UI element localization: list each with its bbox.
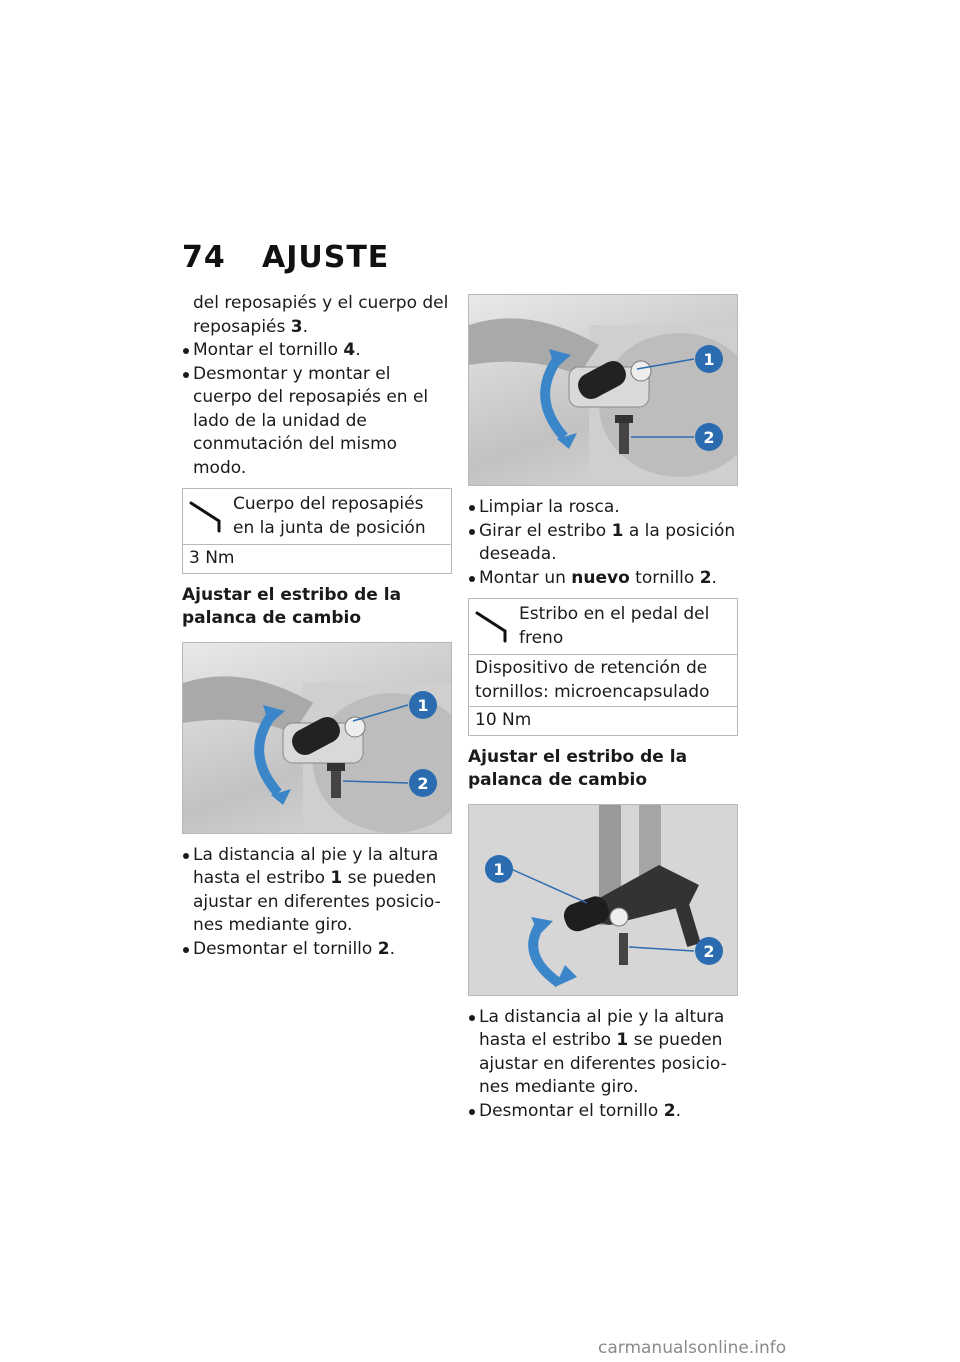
section-heading: Ajustar el estribo de la palanca de cambio	[182, 584, 402, 628]
section-title: AJUSTE	[262, 240, 390, 275]
callout-2: 2	[417, 773, 429, 793]
spec-header	[469, 599, 737, 655]
footrest-illustration	[469, 295, 737, 485]
footrest-illustration	[183, 643, 451, 833]
footrest-figure	[468, 294, 738, 486]
torque-spec-box	[468, 598, 738, 736]
watermark: carmanualsonline.info	[598, 1338, 787, 1358]
list-item: Desmontar el tornillo 2.	[182, 938, 452, 962]
section-heading: Ajustar el estribo de la palanca de cambio	[468, 746, 688, 790]
spec-retention: Dispositivo de retención de tornillos: microencapsulado	[469, 655, 737, 707]
page-header	[182, 240, 389, 275]
spec-value: 10 Nm	[475, 710, 532, 730]
shift-lever-figure	[182, 642, 452, 834]
callout-2: 2	[703, 428, 715, 447]
torque-spec-box	[182, 488, 452, 574]
shift-lever-figure	[468, 804, 738, 996]
callout-1: 1	[417, 695, 429, 715]
list-item: La distancia al pie y la altura hasta el estribo 1 se pueden ajustar en diferentes posicio-nes mediante giro.	[468, 1006, 738, 1100]
intro-text: del reposapiés y el cuerpo del reposapiés 3.	[193, 293, 449, 337]
list-item: La distancia al pie y la altura hasta el estribo 1 se pueden ajustar en diferentes posicio-nes mediante giro.	[182, 844, 452, 938]
left-column	[182, 292, 452, 961]
callout-1: 1	[703, 350, 715, 369]
torque-wrench-icon	[189, 497, 227, 533]
callout-2: 2	[703, 941, 715, 961]
spec-header	[183, 489, 451, 545]
torque-wrench-icon	[475, 607, 513, 643]
shift-lever-illustration	[469, 805, 737, 995]
list-item: Montar el tornillo 4.	[182, 339, 452, 363]
right-column	[468, 292, 738, 1123]
spec-title: Estribo en el pedal del freno	[519, 604, 710, 648]
callout-1: 1	[493, 859, 505, 879]
list-item: Limpiar la rosca.	[468, 496, 738, 520]
list-item: Montar un nuevo tornillo 2.	[468, 567, 738, 591]
list-item: Girar el estribo 1 a la posición deseada.	[468, 520, 738, 567]
spec-value: 3 Nm	[189, 548, 235, 568]
list-item: Desmontar y montar el cuerpo del reposapiés en el lado de la unidad de conmutación del mismo modo.	[182, 363, 452, 481]
page-number: 74	[182, 240, 226, 275]
spec-title: Cuerpo del reposapiés en la junta de posición	[233, 494, 426, 538]
list-item: Desmontar el tornillo 2.	[468, 1100, 738, 1124]
